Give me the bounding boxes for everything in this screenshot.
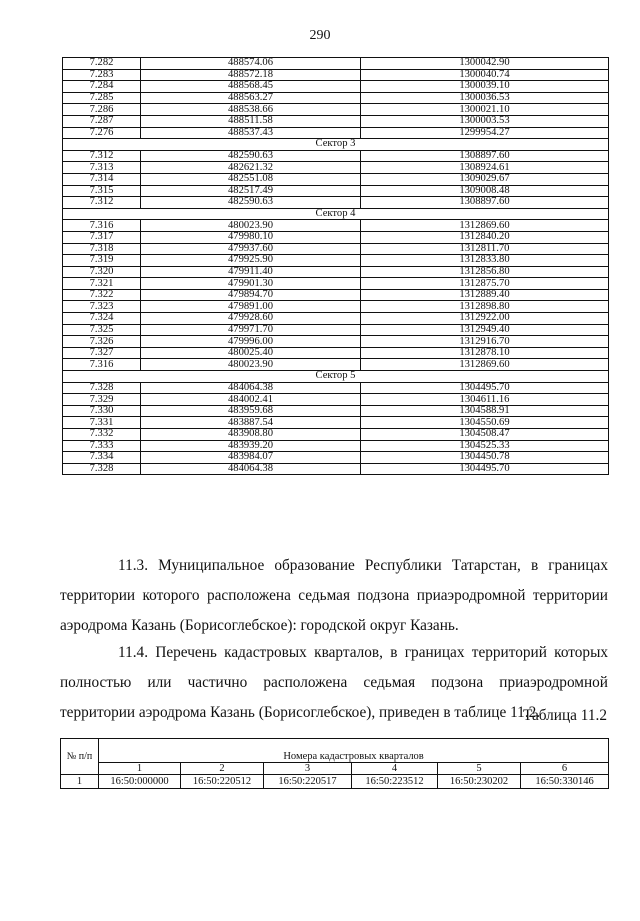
x-coordinate-cell: 482590.63: [141, 197, 361, 209]
coord-row: [63, 127, 609, 139]
coordinates-table: [62, 57, 609, 475]
point-number-cell: 7.333: [63, 440, 141, 452]
y-coordinate-cell: 1308897.60: [361, 197, 609, 209]
x-coordinate-cell: 479911.40: [141, 266, 361, 278]
y-coordinate-cell: 1304495.70: [361, 382, 609, 394]
point-number-cell: 7.317: [63, 231, 141, 243]
coord-row: [63, 220, 609, 232]
y-coordinate-cell: 1309008.48: [361, 185, 609, 197]
point-number-cell: 7.330: [63, 405, 141, 417]
x-coordinate-cell: 484002.41: [141, 394, 361, 406]
point-number-cell: 7.328: [63, 382, 141, 394]
y-coordinate-cell: 1304550.69: [361, 417, 609, 429]
coord-row: [63, 266, 609, 278]
x-coordinate-cell: 482590.63: [141, 150, 361, 162]
paragraph-11-4: 11.4. Перечень кадастровых кварталов, в границах территорий которых полностью или частично расположена седьмая подзона приаэродромной территории аэродрома Казань (Борисоглебское), приведен в таблице 11.2.: [60, 644, 608, 721]
cadastral-quarters-table: [60, 738, 609, 789]
header-number-cell: № п/п: [61, 739, 99, 775]
coord-row: [63, 150, 609, 162]
y-coordinate-cell: 1300021.10: [361, 104, 609, 116]
y-coordinate-cell: 1312878.10: [361, 347, 609, 359]
point-number-cell: 7.286: [63, 104, 141, 116]
point-number-cell: 7.320: [63, 266, 141, 278]
y-coordinate-cell: 1312922.00: [361, 313, 609, 325]
y-coordinate-cell: 1312898.80: [361, 301, 609, 313]
point-number-cell: 7.314: [63, 173, 141, 185]
y-coordinate-cell: 1299954.27: [361, 127, 609, 139]
point-number-cell: 7.319: [63, 255, 141, 267]
x-coordinate-cell: 479928.60: [141, 313, 361, 325]
point-number-cell: 7.321: [63, 278, 141, 290]
x-coordinate-cell: 483939.20: [141, 440, 361, 452]
sector-row: [63, 208, 609, 220]
point-number-cell: 7.323: [63, 301, 141, 313]
point-number-cell: 7.282: [63, 58, 141, 70]
column-number-cell: 4: [352, 763, 438, 775]
x-coordinate-cell: 484064.38: [141, 382, 361, 394]
point-number-cell: 7.331: [63, 417, 141, 429]
x-coordinate-cell: 488563.27: [141, 92, 361, 104]
cadastral-quarter-cell: 16:50:230202: [438, 775, 521, 789]
x-coordinate-cell: 479925.90: [141, 255, 361, 267]
coord-row: [63, 382, 609, 394]
y-coordinate-cell: 1300039.10: [361, 81, 609, 93]
y-coordinate-cell: 1308897.60: [361, 150, 609, 162]
coord-row: [63, 347, 609, 359]
point-number-cell: 7.276: [63, 127, 141, 139]
x-coordinate-cell: 480023.90: [141, 220, 361, 232]
y-coordinate-cell: 1304588.91: [361, 405, 609, 417]
table-caption: Таблица 11.2: [523, 707, 607, 724]
page-number: 290: [309, 28, 331, 43]
point-number-cell: 7.287: [63, 115, 141, 127]
point-number-cell: 7.322: [63, 289, 141, 301]
header-title-cell: Номера кадастровых кварталов: [99, 739, 609, 763]
column-number-cell: 2: [181, 763, 264, 775]
point-number-cell: 7.326: [63, 336, 141, 348]
coord-row: [63, 324, 609, 336]
x-coordinate-cell: 480023.90: [141, 359, 361, 371]
cadastral-quarter-cell: 16:50:220517: [264, 775, 352, 789]
sector-row: [63, 371, 609, 383]
coord-row: [63, 92, 609, 104]
coord-row: [63, 231, 609, 243]
x-coordinate-cell: 479971.70: [141, 324, 361, 336]
coord-row: [63, 429, 609, 441]
point-number-cell: 7.332: [63, 429, 141, 441]
cadastral-quarter-cell: 16:50:220512: [181, 775, 264, 789]
x-coordinate-cell: 488568.45: [141, 81, 361, 93]
point-number-cell: 7.328: [63, 463, 141, 475]
x-coordinate-cell: 488572.18: [141, 69, 361, 81]
x-coordinate-cell: 482621.32: [141, 162, 361, 174]
point-number-cell: 7.324: [63, 313, 141, 325]
x-coordinate-cell: 479980.10: [141, 231, 361, 243]
point-number-cell: 7.312: [63, 150, 141, 162]
coord-row: [63, 417, 609, 429]
y-coordinate-cell: 1312869.60: [361, 220, 609, 232]
point-number-cell: 7.325: [63, 324, 141, 336]
coord-row: [63, 313, 609, 325]
x-coordinate-cell: 483959.68: [141, 405, 361, 417]
y-coordinate-cell: 1312840.20: [361, 231, 609, 243]
y-coordinate-cell: 1304495.70: [361, 463, 609, 475]
y-coordinate-cell: 1304525.33: [361, 440, 609, 452]
sector-label: Сектор 5: [63, 371, 609, 383]
coord-row: [63, 405, 609, 417]
y-coordinate-cell: 1312833.80: [361, 255, 609, 267]
y-coordinate-cell: 1312875.70: [361, 278, 609, 290]
point-number-cell: 7.318: [63, 243, 141, 255]
sector-label: Сектор 4: [63, 208, 609, 220]
point-number-cell: 7.285: [63, 92, 141, 104]
y-coordinate-cell: 1300036.53: [361, 92, 609, 104]
y-coordinate-cell: 1312916.70: [361, 336, 609, 348]
coord-row: [63, 243, 609, 255]
sector-label: Сектор 3: [63, 139, 609, 151]
coord-row: [63, 440, 609, 452]
y-coordinate-cell: 1300042.90: [361, 58, 609, 70]
coord-row: [63, 197, 609, 209]
y-coordinate-cell: 1304450.78: [361, 452, 609, 464]
coord-row: [63, 278, 609, 290]
column-number-cell: 6: [521, 763, 609, 775]
x-coordinate-cell: 479996.00: [141, 336, 361, 348]
coord-row: [63, 69, 609, 81]
y-coordinate-cell: 1300040.74: [361, 69, 609, 81]
x-coordinate-cell: 479901.30: [141, 278, 361, 290]
coord-row: [63, 463, 609, 475]
y-coordinate-cell: 1312856.80: [361, 266, 609, 278]
coord-row: [63, 301, 609, 313]
coord-row: [63, 185, 609, 197]
coord-row: [63, 173, 609, 185]
coord-row: [63, 394, 609, 406]
table-row: [61, 775, 609, 789]
point-number-cell: 7.334: [63, 452, 141, 464]
y-coordinate-cell: 1312949.40: [361, 324, 609, 336]
point-number-cell: 7.284: [63, 81, 141, 93]
point-number-cell: 7.329: [63, 394, 141, 406]
y-coordinate-cell: 1304508.47: [361, 429, 609, 441]
coord-row: [63, 81, 609, 93]
cadastral-quarter-cell: 16:50:223512: [352, 775, 438, 789]
coord-row: [63, 289, 609, 301]
point-number-cell: 7.315: [63, 185, 141, 197]
y-coordinate-cell: 1312869.60: [361, 359, 609, 371]
x-coordinate-cell: 480025.40: [141, 347, 361, 359]
paragraph-11-3: 11.3. Муниципальное образование Республики Татарстан, в границах территории которого расположена седьмая подзона приаэродромной территории аэродрома Казань (Борисоглебское): городской округ Казань.: [60, 557, 608, 634]
point-number-cell: 7.313: [63, 162, 141, 174]
column-number-cell: 1: [99, 763, 181, 775]
coord-row: [63, 115, 609, 127]
cadastral-quarter-cell: 16:50:000000: [99, 775, 181, 789]
y-coordinate-cell: 1308924.61: [361, 162, 609, 174]
row-number-cell: 1: [61, 775, 99, 789]
x-coordinate-cell: 488538.66: [141, 104, 361, 116]
x-coordinate-cell: 479894.70: [141, 289, 361, 301]
x-coordinate-cell: 483984.07: [141, 452, 361, 464]
x-coordinate-cell: 488574.06: [141, 58, 361, 70]
x-coordinate-cell: 488537.43: [141, 127, 361, 139]
y-coordinate-cell: 1304611.16: [361, 394, 609, 406]
coord-row: [63, 336, 609, 348]
y-coordinate-cell: 1300003.53: [361, 115, 609, 127]
cadastral-quarter-cell: 16:50:330146: [521, 775, 609, 789]
y-coordinate-cell: 1309029.67: [361, 173, 609, 185]
x-coordinate-cell: 488511.58: [141, 115, 361, 127]
coord-row: [63, 359, 609, 371]
x-coordinate-cell: 479937.60: [141, 243, 361, 255]
x-coordinate-cell: 482517.49: [141, 185, 361, 197]
point-number-cell: 7.316: [63, 359, 141, 371]
column-number-cell: 5: [438, 763, 521, 775]
y-coordinate-cell: 1312889.40: [361, 289, 609, 301]
sector-row: [63, 139, 609, 151]
x-coordinate-cell: 484064.38: [141, 463, 361, 475]
point-number-cell: 7.283: [63, 69, 141, 81]
x-coordinate-cell: 483887.54: [141, 417, 361, 429]
coord-row: [63, 452, 609, 464]
coord-row: [63, 255, 609, 267]
x-coordinate-cell: 479891.00: [141, 301, 361, 313]
coord-row: [63, 104, 609, 116]
point-number-cell: 7.316: [63, 220, 141, 232]
x-coordinate-cell: 482551.08: [141, 173, 361, 185]
coord-row: [63, 162, 609, 174]
coord-row: [63, 58, 609, 70]
x-coordinate-cell: 483908.80: [141, 429, 361, 441]
column-number-cell: 3: [264, 763, 352, 775]
point-number-cell: 7.312: [63, 197, 141, 209]
y-coordinate-cell: 1312811.70: [361, 243, 609, 255]
point-number-cell: 7.327: [63, 347, 141, 359]
